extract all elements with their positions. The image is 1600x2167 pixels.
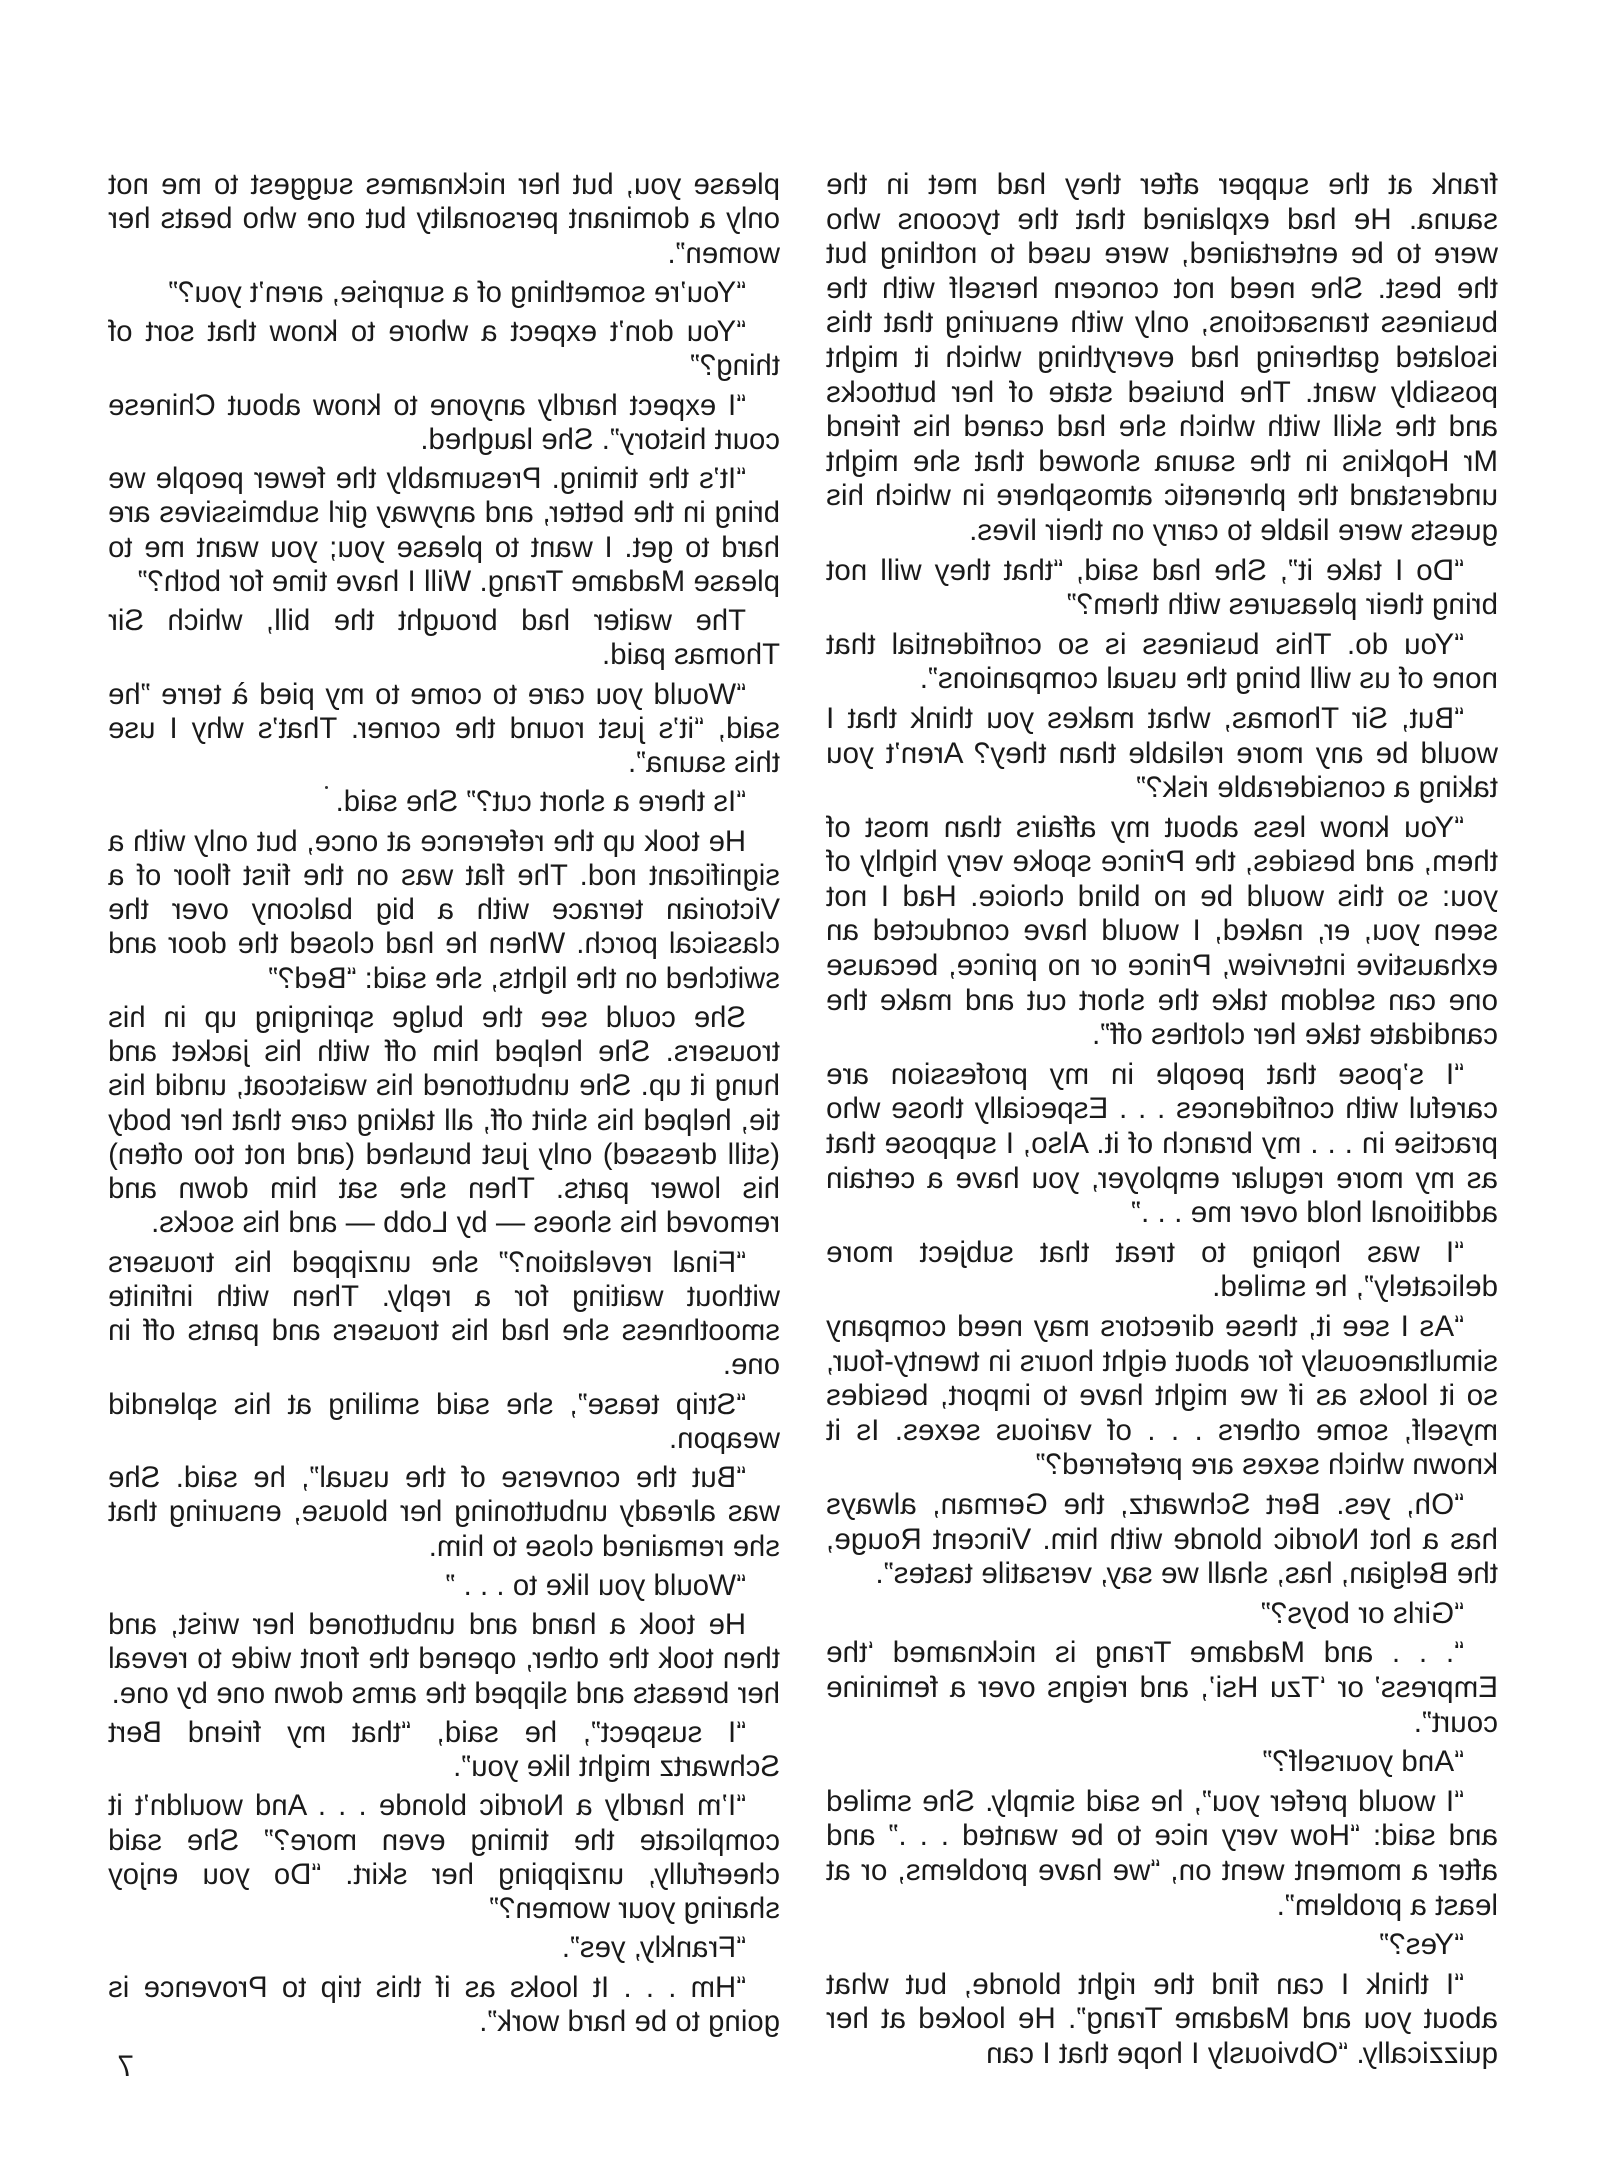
paragraph: “Girls or boys?” <box>1260 1596 1464 1630</box>
paragraph: He took up the reference at once, but only with a significant nod. The flat was on the first floor of a Victorian terrace with a big balcony over the classical porch. When he had closed the door and switched on the lights, she said: “Bed?” <box>108 825 780 995</box>
paragraph: “I expect hardly anyone to know about Chinese court history”. She laughed. <box>108 389 780 456</box>
paragraph: “I would prefer you”, he said simply. She smiled and said: “How very nice to be wanted . . .” and after a moment went on, “we have problems, or at least a problem”. <box>826 1784 1498 1922</box>
paragraph: “Is there a short cut?” She said. <box>335 786 746 819</box>
paragraph: “But the converse of the usual”, he said. She was already unbuttoning her blouse, ensuring that she remained close to him. <box>108 1462 780 1563</box>
paragraph: “But, Sir Thomas, what makes you think that I would be any more reliable than they? Aren’t you taking a considerable risk?” <box>826 701 1498 805</box>
text-column-first <box>826 168 1498 2076</box>
paragraph: “I suspect”, he said, “that my friend Bert Schwartz might like you”. <box>108 1716 780 1783</box>
paragraph: “Would you like to . . . ” <box>445 1569 746 1602</box>
paragraph: She could see the bulge springing up in his trousers. She helped him off with his jacket and hung it up. She unbuttoned his waistcoat, undid his tie, helped his shirt off, all taking care that her body (still dressed) only just brushed (and not too often) his lower parts. Then she sat him down and removed his shoes — by Lobb — and his socks. <box>108 1001 780 1240</box>
paragraph: “Strip tease”, she said smiling at his splendid weapon. <box>108 1388 780 1455</box>
paragraph: “I think I can find the right blonde, but what about you and Madame Trang”. He looked at her quizzically. “Obviously I hope that I can <box>826 1967 1498 2070</box>
paragraph: “Do I take it”, She had said, “that they will not bring their pleasures with them?” <box>826 553 1498 622</box>
paragraph: “You’re something of a surprise, aren’t you?” <box>168 276 746 309</box>
paragraph: He took a hand and unbuttoned her wrist, and then took the other, opened the front wide to reveal her breasts and slipped the arms down one by one. <box>108 1609 780 1710</box>
paragraph: “I was hoping to treat that subject more delicately”, he smiled. <box>826 1235 1498 1304</box>
paragraph: “Oh, yes. Bert Schwartz, the German, always has a hot Nordic blonde with him. Vincent Rouge, the Belgian, has, shall we say, versatile tastes”. <box>826 1487 1498 1591</box>
paragraph: frank at the supper after they had met in the sauna. He had explained that the tycoons who were to be entertained, were used to nothing but the best. She need not concern herself with the business transactions, only with ensuring that this isolated gathering had everything which it might possibly want. The bruised state of her buttocks and the skill with which she had caned his friend Mr Hopkins in the sauna showed that she might understand the phrenetic atmosphere in which his guests were liable to carry on their lives. <box>826 168 1498 547</box>
ink-speck <box>325 786 328 789</box>
paragraph: “I’m hardly a Nordic blonde . . . And wouldn’t it complicate the timing even more?” She said cheerfully, unzipping her skirt. “Do you enjoy sharing your women?” <box>108 1790 780 1925</box>
paragraph: “I s’pose that people in my profession are careful with confidences . . . Especially those who practise in . . . my branch of it. Also, I suppose that as my more regular employer, you have a certain additional hold over me . . .” <box>826 1057 1498 1230</box>
paragraph: “You don’t expect a whore to know that sort of thing?” <box>108 316 780 383</box>
paragraph: “Hm . . . It looks as if this trip to Provence is going to be hard work”. <box>108 1971 780 2038</box>
text-column-second <box>108 168 780 2044</box>
paragraph: “As I see it, these directors may need company simultaneously for about eight hours in twenty-four, so it looks as if we might have to import, besides myself, some others . . . of various sexes. Is it known which sexes are preferred?” <box>826 1310 1498 1482</box>
page-number: 7 <box>117 2050 134 2083</box>
paragraph: “Frankly, yes”. <box>561 1932 746 1965</box>
paragraph: “You know less about my affairs than most of them, and besides, the Prince spoke very highly of you: so this would be no blind choice. Had I not seen you, er, naked, I would have conducted an exhaustive interview, Prince or no prince, because one can seldom take the short cut and make the candidate take her clothes off”. <box>826 810 1498 1052</box>
paragraph: “And yourself?” <box>1262 1745 1464 1779</box>
paragraph: “You do. This business is so confidential that none of us will bring the usual companions”. <box>826 627 1498 696</box>
paragraph: The waiter had brought the bill, which Sir Thomas paid. <box>108 605 780 672</box>
paragraph: please you, but her nicknames suggest to me not only a dominant personality but one who beats her women”. <box>108 169 780 270</box>
paragraph: “Yes?” <box>1379 1928 1464 1962</box>
paragraph: “It’s the timing. Presumably the fewer people we bring in the better, and anyway girl submissives are hard to get. I want to please you; you want me to please Madame Trang. Will I have time for both?” <box>108 463 780 598</box>
paragraph: “. . . and Madame Trang is nicknamed ‘the Empress’ or ‘Tzu Hsi’, and reigns over a feminine court”. <box>826 1636 1498 1739</box>
paragraph: “Would you care to come to my pied à terre ”he said, “it’s just round the corner. That’s why I use this sauna”. <box>108 678 780 779</box>
paragraph: “Final revelation?” she unzipped his trousers without waiting for a reply. Then with infinite smoothness she had his trousers and pants off in one. <box>108 1246 780 1382</box>
